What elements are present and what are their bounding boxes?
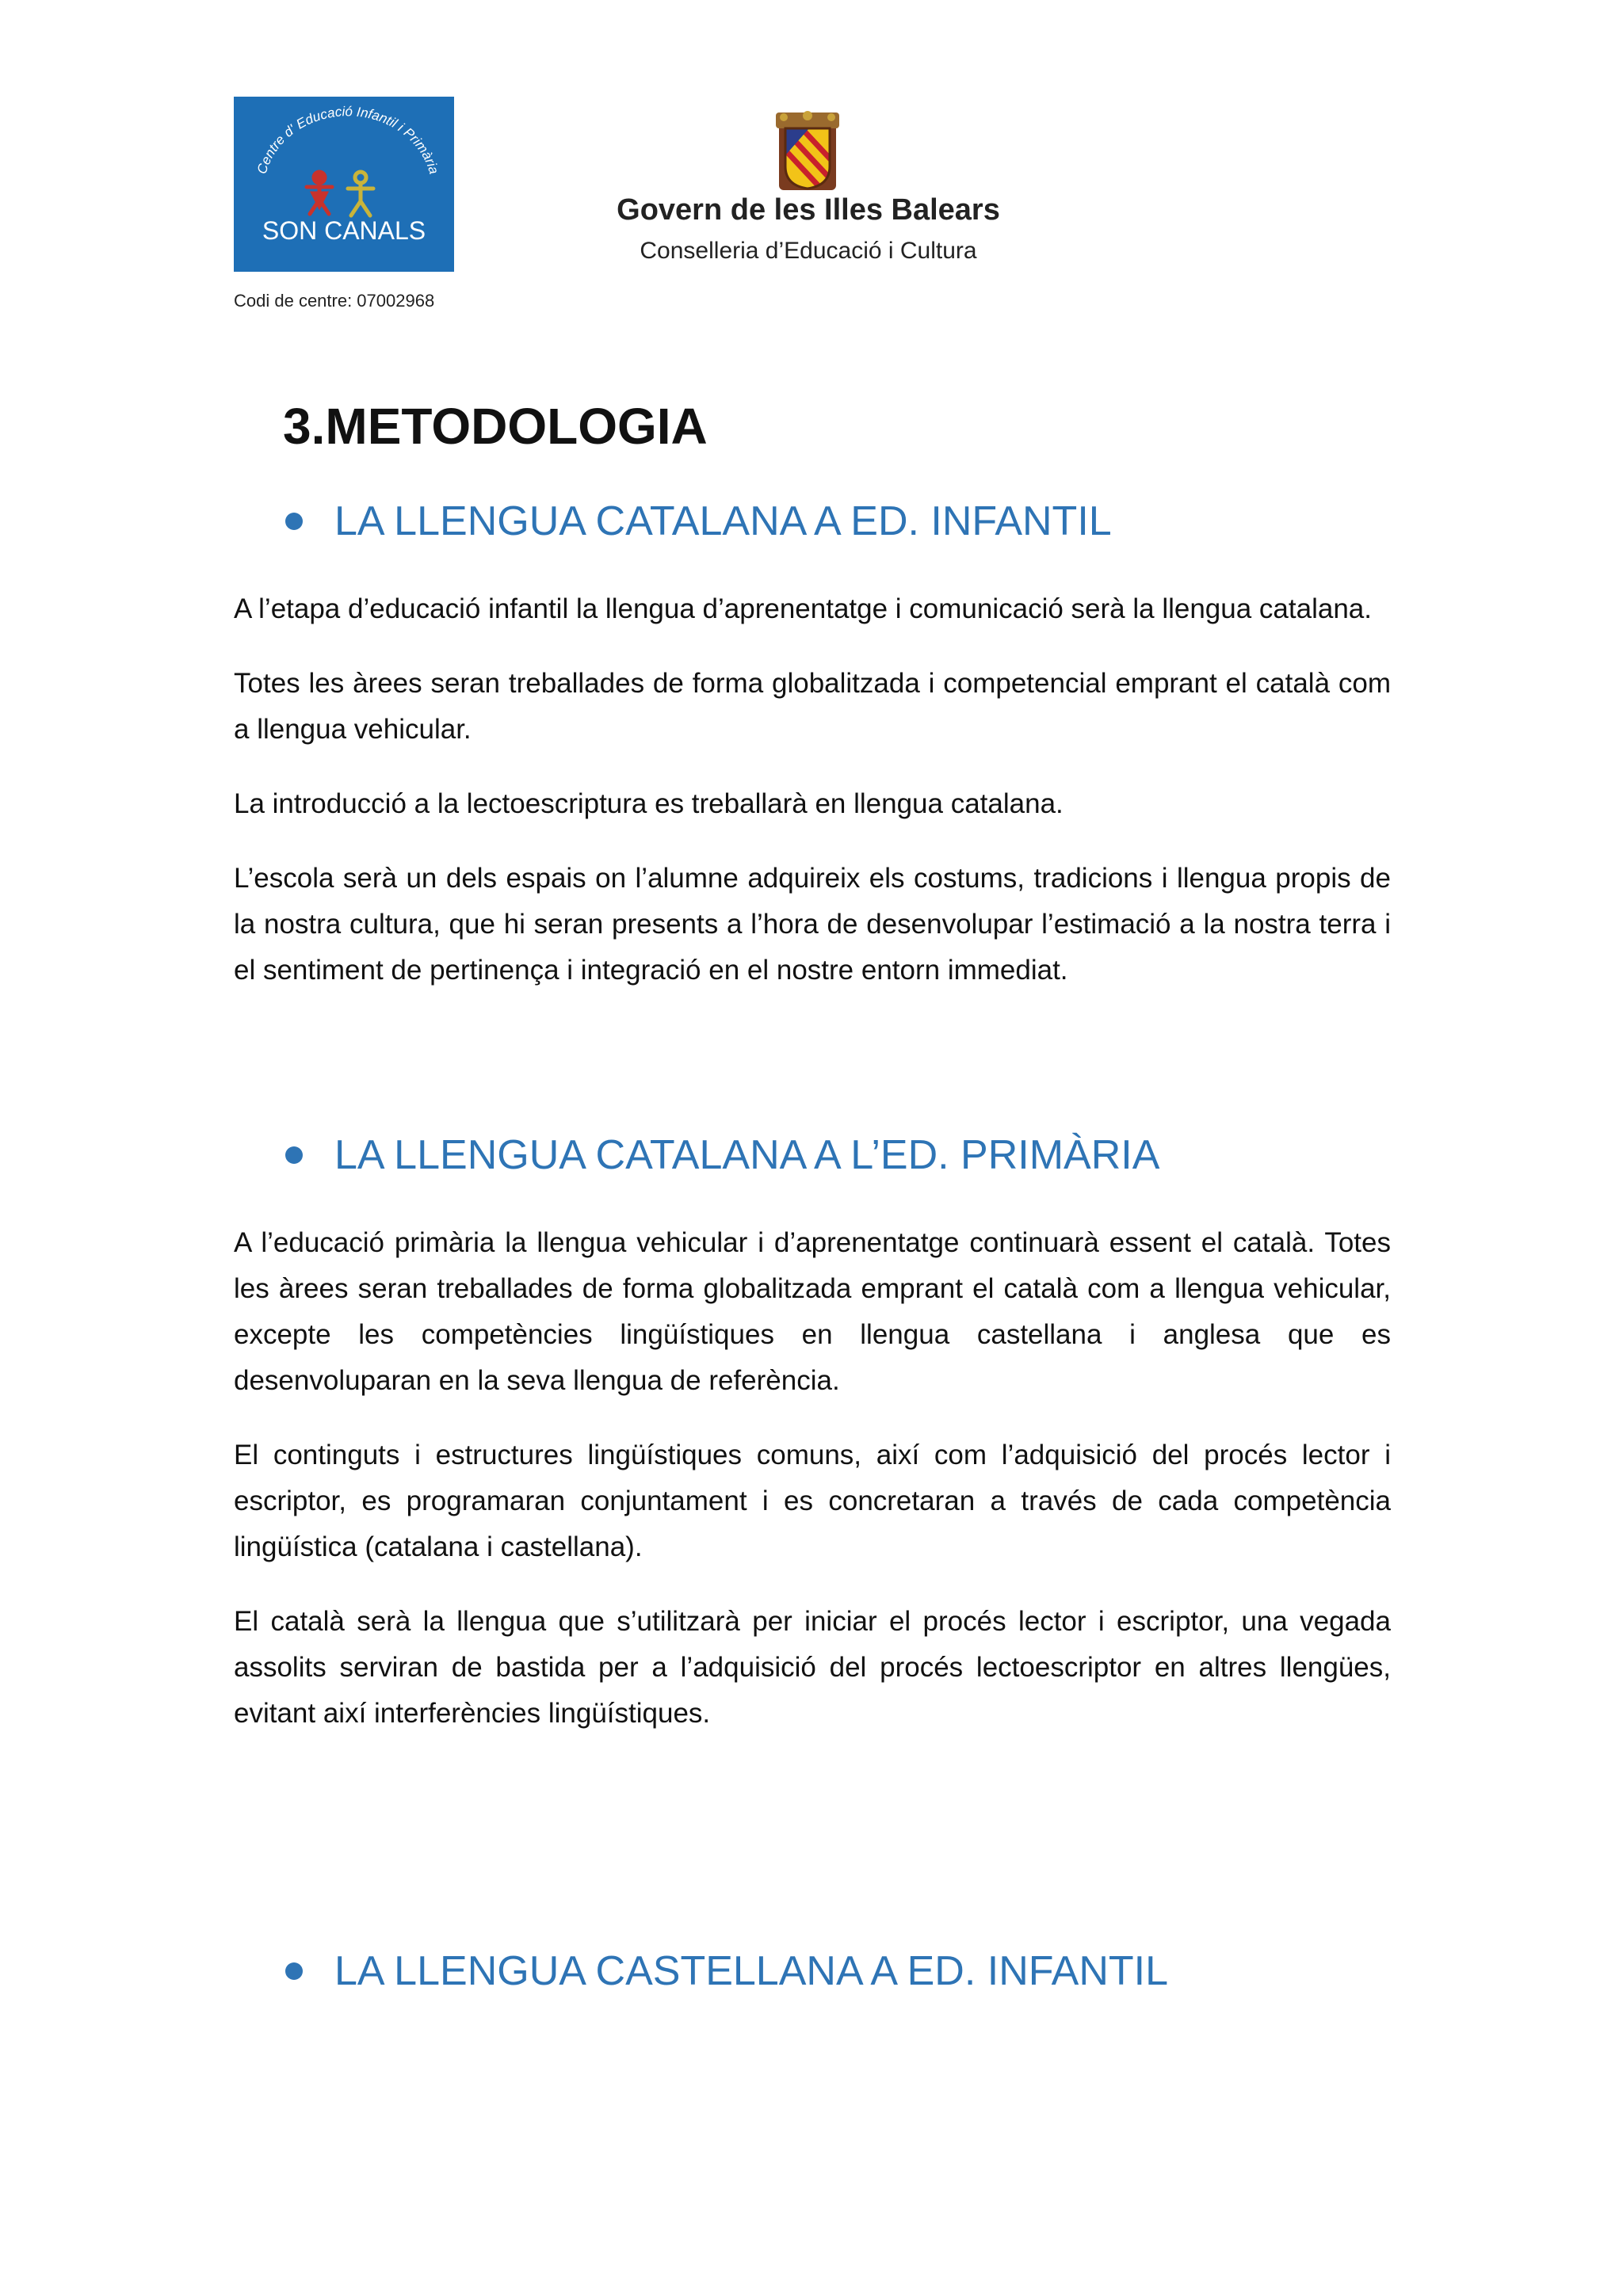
section-heading-text: LA LLENGUA CASTELLANA A ED. INFANTIL	[334, 1948, 1169, 1994]
svg-text:Centre d' Educació Infantil i	[254, 104, 441, 176]
paragraph: El català serà la llengua que s’utilitzarà per iniciar el procés lector i escriptor, una vegada assolits serviran de bastida per a l’adquisició del procés lectoescriptor en altres llengües, evitant així interferències lingüístiques.	[234, 1606, 1391, 1729]
child-figure-yellow-icon	[348, 172, 373, 215]
child-figure-red-icon	[307, 172, 332, 214]
section-heading-castellana-infantil	[234, 1939, 1391, 2003]
section-heading-text: LA LLENGUA CATALANA A L’ED. PRIMÀRIA	[334, 1132, 1160, 1178]
coat-of-arms-icon	[773, 111, 842, 193]
paragraph: A l’etapa d’educació infantil la llengua d’aprenentatge i comunicació serà la llengua catalana.	[234, 593, 1372, 624]
paragraph: A l’educació primària la llengua vehicular i d’aprenentatge continuarà essent el català. Totes les àrees seran treballades de forma globalitzada emprant el català com a llengua vehicular, excepte les competències lingüístiques en llengua castellana i anglesa que es desenvoluparan en la seva llengua de referència.	[234, 1227, 1391, 1396]
school-logo	[234, 97, 454, 272]
school-logo-arc-text: Centre d' Educació Infantil i Primària	[254, 104, 442, 176]
school-logo-name: SON CANALS	[262, 216, 426, 245]
paragraph: L’escola serà un dels espais on l’alumne adquireix els costums, tradicions i llengua propis de la nostra cultura, que hi seran presents a l’hora de desenvolupar l’estimació a la nostra terra i el sentiment de pertinença i integració en el nostre entorn immediat.	[234, 863, 1391, 986]
paragraph: El continguts i estructures lingüístiques comuns, així com l’adquisició del procés lector i escriptor, es programaran conjuntament i es concretaran a través de cada competència lingüística (catalana i castellana).	[234, 1440, 1391, 1562]
paragraph: Totes les àrees seran treballades de forma globalitzada i competencial emprant el català com a llengua vehicular.	[234, 668, 1391, 745]
bullet-icon	[285, 513, 303, 530]
bullet-icon	[285, 1962, 303, 1980]
page-title: 3.METODOLOGIA	[283, 398, 708, 455]
section-heading-catalana-infantil	[234, 490, 1391, 553]
school-code: Codi de centre: 07002968	[234, 291, 435, 311]
government-logo	[610, 111, 1006, 277]
document-body	[234, 388, 1391, 2003]
school-logo-graphic	[234, 97, 454, 272]
government-department: Conselleria d’Educació i Cultura	[640, 238, 977, 264]
section-heading-text: LA LLENGUA CATALANA A ED. INFANTIL	[334, 498, 1112, 544]
section-heading-catalana-primaria	[234, 1123, 1391, 1187]
paragraph: La introducció a la lectoescriptura es treballarà en llengua catalana.	[234, 788, 1064, 819]
bullet-icon	[285, 1146, 303, 1164]
government-name: Govern de les Illes Balears	[617, 193, 1000, 227]
